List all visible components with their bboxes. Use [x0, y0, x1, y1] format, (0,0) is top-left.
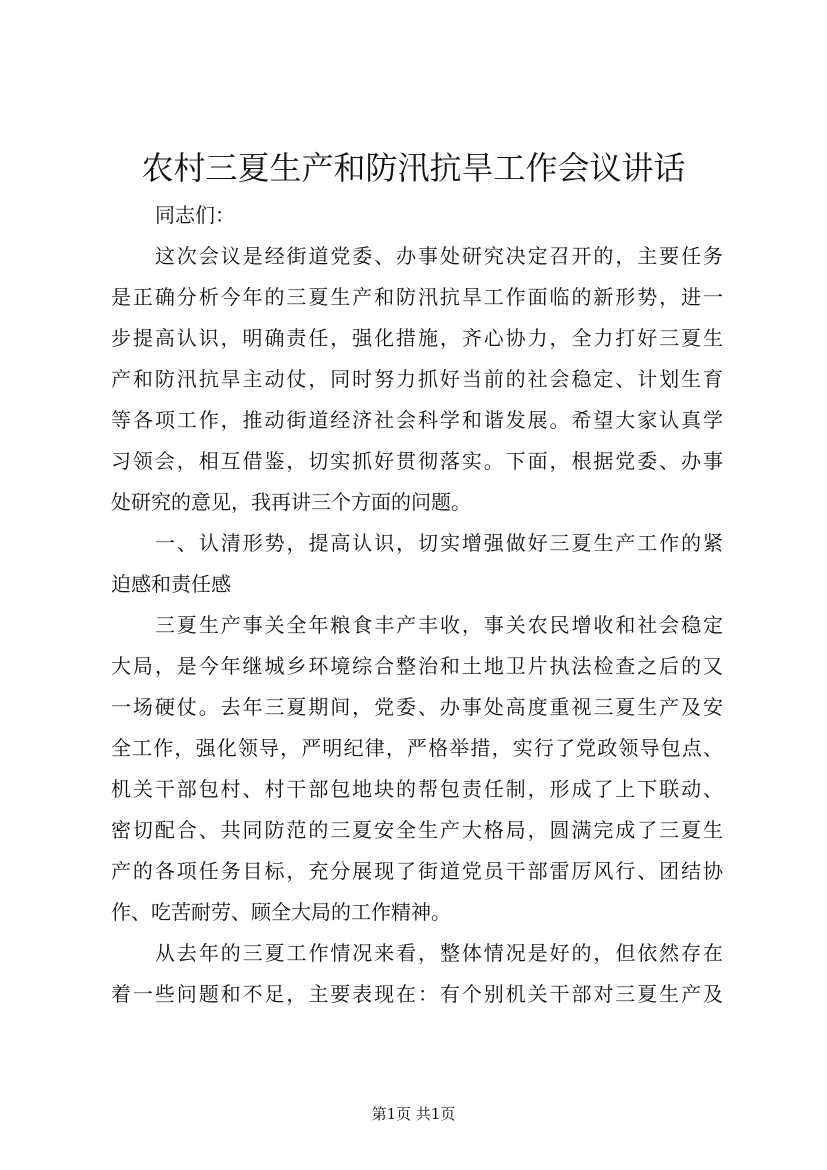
body-line: 密切配合、共同防范的三夏安全生产大格局，圆满完成了三夏生 [111, 818, 723, 842]
body-line: 等各项工作，推动街道经济社会科学和谐发展。希望大家认真学 [111, 408, 723, 432]
body-line: 一场硬仗。去年三夏期间，党委、办事处高度重视三夏生产及安 [111, 695, 723, 719]
document-title: 农村三夏生产和防汛抗旱工作会议讲话 [141, 149, 686, 187]
body-line: 同志们： [155, 203, 235, 227]
body-line: 从去年的三夏工作情况来看，整体情况是好的，但依然存在 [155, 941, 723, 965]
body-line: 作、吃苦耐劳、顾全大局的工作精神。 [111, 900, 451, 924]
page-footer: 第1页 共1页 [371, 1105, 456, 1123]
body-line: 产和防汛抗旱主动仗，同时努力抓好当前的社会稳定、计划生育 [111, 367, 723, 391]
body-line: 是正确分析今年的三夏生产和防汛抗旱工作面临的新形势，进一 [111, 285, 723, 309]
body-line: 处研究的意见，我再讲三个方面的问题。 [111, 490, 471, 514]
body-line: 步提高认识，明确责任，强化措施，齐心协力，全力打好三夏生 [111, 326, 723, 350]
body-line: 习领会，相互借鉴，切实抓好贯彻落实。下面，根据党委、办事 [111, 449, 723, 473]
document-body [111, 195, 723, 1015]
body-line: 三夏生产事关全年粮食丰产丰收，事关农民增收和社会稳定 [155, 613, 723, 637]
body-line: 产的各项任务目标，充分展现了街道党员干部雷厉风行、团结协 [111, 859, 723, 883]
body-line: 全工作，强化领导，严明纪律，严格举措，实行了党政领导包点、 [111, 736, 723, 760]
body-line: 着一些问题和不足，主要表现在：有个别机关干部对三夏生产及 [111, 982, 723, 1006]
body-line: 大局，是今年继城乡环境综合整治和土地卫片执法检查之后的又 [111, 654, 723, 678]
body-line: 一、认清形势，提高认识，切实增强做好三夏生产工作的紧 [155, 531, 723, 555]
body-line: 机关干部包村、村干部包地块的帮包责任制，形成了上下联动、 [111, 777, 723, 801]
body-line: 迫感和责任感 [111, 572, 231, 596]
body-line: 这次会议是经街道党委、办事处研究决定召开的，主要任务 [155, 244, 723, 268]
